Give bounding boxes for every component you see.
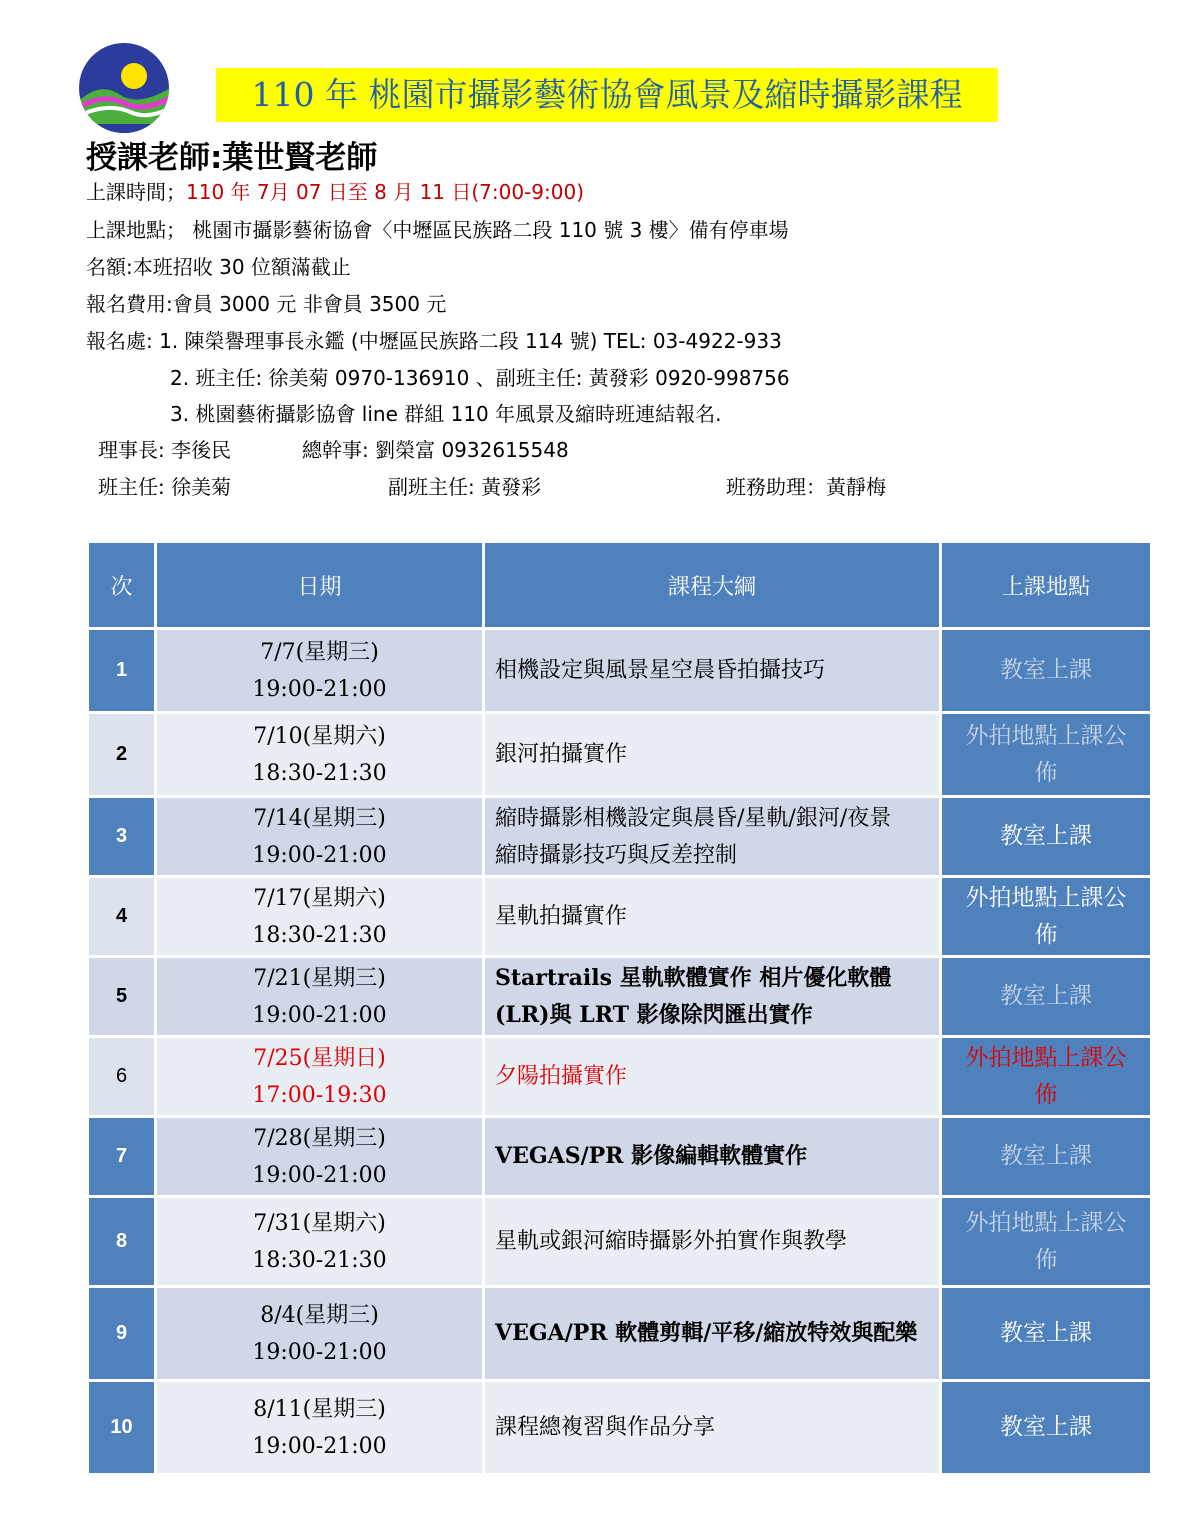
association-logo: [78, 42, 170, 134]
time-text: 19:00-21:00: [252, 1002, 387, 1028]
time-text: 18:30-21:30: [252, 760, 387, 786]
session-topic: [484, 877, 941, 957]
vice-director-line: 副班主任: 黃發彩: [388, 475, 542, 499]
chairman-line: 理事長: 李後民: [98, 438, 232, 462]
session-number: 1: [88, 629, 156, 713]
location-text: 外拍地點上課公: [965, 884, 1127, 911]
location-text-cont: 佈: [1034, 921, 1058, 948]
topic-text: 銀河拍攝實作: [495, 742, 628, 767]
session-number: 8: [88, 1197, 156, 1287]
class-time-value: 110 年 7月 07 日至 8 月 11 日(7:00-9:00): [186, 180, 585, 204]
date-text: 7/14(星期三): [253, 805, 386, 831]
location-text: 教室上課: [1000, 983, 1092, 1009]
session-number: 2: [88, 713, 156, 797]
date-text: 8/4(星期三): [260, 1302, 379, 1328]
topic-text: 課程總複習與作品分享: [495, 1415, 716, 1440]
time-text: 18:30-21:30: [252, 922, 387, 948]
session-number: 9: [88, 1287, 156, 1381]
table-row: [88, 1117, 1152, 1197]
session-date: [156, 1117, 484, 1197]
date-text: 7/28(星期三): [253, 1125, 386, 1151]
time-text: 19:00-21:00: [252, 842, 387, 868]
table-row: [88, 1197, 1152, 1287]
registration-line-1: 報名處: 1. 陳榮譽理事長永鑑 (中壢區民族路二段 114 號) TEL: 03-4922-933: [86, 329, 782, 353]
topic-text-cont: (LR)與 LRT 影像除閃匯出實作: [495, 1001, 813, 1028]
registration-line-3: 3. 桃園藝術攝影協會 line 群組 110 年風景及縮時班連結報名.: [170, 402, 722, 426]
class-place-line: 上課地點； 桃園市攝影藝術協會〈中壢區民族路二段 110 號 3 樓〉備有停車場: [86, 218, 789, 242]
table-row: [88, 1381, 1152, 1475]
date-text: 8/11(星期三): [253, 1396, 386, 1422]
session-topic: [484, 1197, 941, 1287]
session-topic: [484, 1381, 941, 1475]
session-number: 7: [88, 1117, 156, 1197]
topic-text: VEGA/PR 軟體剪輯/平移/縮放特效與配樂: [495, 1320, 918, 1346]
header-outline: 課程大綱: [484, 542, 941, 629]
session-date: [156, 957, 484, 1037]
topic-text: 縮時攝影相機設定與晨昏/星軌/銀河/夜景: [495, 805, 892, 831]
location-text-cont: 佈: [1034, 759, 1058, 786]
session-number: 5: [88, 957, 156, 1037]
course-schedule-table: [86, 540, 1153, 1476]
topic-text: Startrails 星軌軟體實作 相片優化軟體: [495, 964, 892, 991]
date-text: 7/31(星期六): [253, 1210, 386, 1236]
header-session: 次: [88, 542, 156, 629]
location-text: 教室上課: [1000, 823, 1092, 849]
session-location: [941, 713, 1152, 797]
time-text: 18:30-21:30: [252, 1247, 387, 1273]
session-date: [156, 1037, 484, 1117]
header-location: 上課地點: [941, 542, 1152, 629]
session-location: [941, 1381, 1152, 1475]
session-topic: [484, 797, 941, 877]
session-topic: [484, 713, 941, 797]
session-location: [941, 957, 1152, 1037]
session-location: [941, 1197, 1152, 1287]
date-text: 7/17(星期六): [253, 885, 386, 911]
topic-text-cont: 縮時攝影技巧與反差控制: [495, 842, 738, 868]
session-date: [156, 1197, 484, 1287]
table-row: [88, 629, 1152, 713]
header-date: 日期: [156, 542, 484, 629]
session-topic: [484, 1287, 941, 1381]
topic-text: 星軌或銀河縮時攝影外拍實作與教學: [495, 1229, 848, 1254]
session-date: [156, 877, 484, 957]
session-date: [156, 797, 484, 877]
topic-text: VEGAS/PR 影像編輯軟體實作: [495, 1143, 808, 1169]
location-text-cont: 佈: [1034, 1246, 1058, 1273]
topic-text: 夕陽拍攝實作: [495, 1064, 628, 1089]
session-topic: [484, 1117, 941, 1197]
session-location: [941, 1287, 1152, 1381]
session-topic: [484, 1037, 941, 1117]
topic-text: 相機設定與風景星空晨昏拍攝技巧: [495, 658, 826, 683]
table-row: [88, 1037, 1152, 1117]
topic-text: 星軌拍攝實作: [495, 904, 628, 929]
session-topic: [484, 957, 941, 1037]
session-location: [941, 1037, 1152, 1117]
session-number: 4: [88, 877, 156, 957]
session-number: 6: [88, 1037, 156, 1117]
session-topic: [484, 629, 941, 713]
table-header-row: [88, 542, 1152, 629]
session-location: [941, 877, 1152, 957]
location-text: 教室上課: [1000, 1320, 1092, 1346]
session-date: [156, 1381, 484, 1475]
teacher-heading: 授課老師:葉世賢老師: [86, 140, 378, 176]
session-location: [941, 1117, 1152, 1197]
date-text: 7/7(星期三): [260, 639, 379, 665]
table-row: [88, 877, 1152, 957]
time-text: 19:00-21:00: [252, 1433, 387, 1459]
location-text: 外拍地點上課公: [965, 722, 1127, 749]
table-row: [88, 1287, 1152, 1381]
session-date: [156, 713, 484, 797]
assistant-line: 班務助理：黃靜梅: [726, 475, 886, 499]
quota-line: 名額:本班招收 30 位額滿截止: [86, 255, 351, 279]
registration-line-2: 2. 班主任: 徐美菊 0970-136910 、副班主任: 黃發彩 0920-998756: [170, 366, 790, 390]
fee-line: 報名費用:會員 3000 元 非會員 3500 元: [86, 292, 447, 316]
time-text: 19:00-21:00: [252, 1339, 387, 1365]
session-location: [941, 797, 1152, 877]
time-text: 19:00-21:00: [252, 676, 387, 702]
time-text: 19:00-21:00: [252, 1162, 387, 1188]
table-row: [88, 797, 1152, 877]
location-text: 教室上課: [1000, 1414, 1092, 1440]
secretary-line: 總幹事: 劉榮富 0932615548: [302, 438, 569, 462]
class-time-label: 上課時間；: [86, 180, 186, 204]
table-row: [88, 957, 1152, 1037]
page-title: 110 年 桃園市攝影藝術協會風景及縮時攝影課程: [216, 68, 998, 122]
session-date: [156, 1287, 484, 1381]
location-text-cont: 佈: [1034, 1081, 1058, 1108]
session-number: 10: [88, 1381, 156, 1475]
session-location: [941, 629, 1152, 713]
session-date: [156, 629, 484, 713]
location-text: 外拍地點上課公: [965, 1209, 1127, 1236]
location-text: 教室上課: [1000, 657, 1092, 683]
location-text: 外拍地點上課公: [965, 1044, 1127, 1071]
session-number: 3: [88, 797, 156, 877]
location-text: 教室上課: [1000, 1143, 1092, 1169]
time-text: 17:00-19:30: [252, 1082, 387, 1108]
table-row: [88, 713, 1152, 797]
date-text: 7/10(星期六): [253, 723, 386, 749]
class-time-line: [86, 178, 584, 206]
director-line: 班主任: 徐美菊: [98, 475, 232, 499]
date-text: 7/21(星期三): [253, 965, 386, 991]
date-text: 7/25(星期日): [253, 1045, 386, 1071]
